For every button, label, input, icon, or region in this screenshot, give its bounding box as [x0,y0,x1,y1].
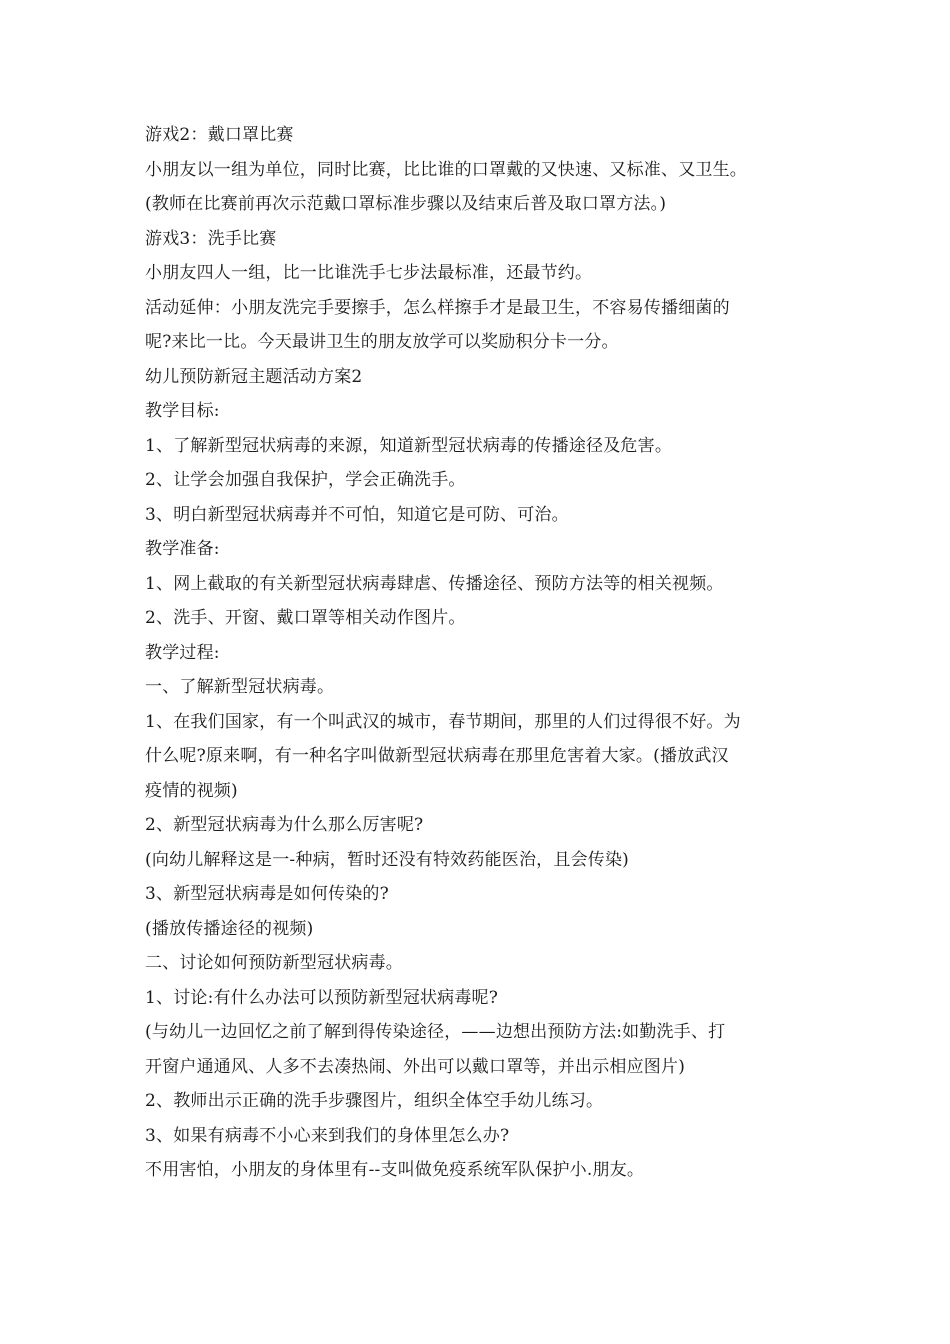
text-line: 小朋友以一组为单位，同时比赛，比比谁的口罩戴的又快速、又标准、又卫生。 [145,159,747,180]
text-line: 什么呢?原来啊，有一种名字叫做新型冠状病毒在那里危害着大家。(播放武汉 [145,746,729,766]
text-line: 小朋友四人一组，比一比谁洗手七步法最标准，还最节约。 [145,263,593,283]
text-line: 疫情的视频) [145,780,238,801]
section-title: 幼儿预防新冠主题活动方案2 [145,366,363,387]
text-line: 教学过程: [145,642,220,663]
text-line: 一、了解新型冠状病毒。 [145,677,335,697]
text-line: (教师在比赛前再次示范戴口罩标准步骤以及结束后普及取口罩方法。) [145,194,667,214]
text-line: 呢?来比一比。今天最讲卫生的朋友放学可以奖励积分卡一分。 [145,332,619,352]
text-line: 3、新型冠状病毒是如何传染的? [145,884,389,904]
text-line: 2、教师出示正确的洗手步骤图片，组织全体空手幼儿练习。 [145,1091,604,1111]
text-line: 游戏2：戴口罩比赛 [145,125,294,145]
text-line: (播放传播途径的视频) [145,918,314,939]
document-body [145,118,810,1188]
text-line: 2、洗手、开窗、戴口罩等相关动作图片。 [145,608,466,628]
text-line: 1、在我们国家，有一个叫武汉的城市，春节期间，那里的人们过得很不好。为 [145,711,741,732]
text-line: 开窗户通通风、人多不去凑热闹、外出可以戴口罩等，并出示相应图片) [145,1056,686,1077]
text-line: 2、新型冠状病毒为什么那么厉害呢? [145,815,424,835]
text-line: 1、讨论:有什么办法可以预防新型冠状病毒呢? [145,987,499,1008]
text-line: 3、明白新型冠状病毒并不可怕，知道它是可防、可治。 [145,504,569,525]
text-line: 1、了解新型冠状病毒的来源，知道新型冠状病毒的传播途径及危害。 [145,435,673,456]
text-line: (与幼儿一边回忆之前了解到得传染途径，——边想出预防方法:如勤洗手、打 [145,1022,726,1042]
text-line: 游戏3：洗手比赛 [145,228,277,249]
text-line: 1、网上截取的有关新型冠状病毒肆虐、传播途径、预防方法等的相关视频。 [145,573,724,594]
text-line: 2、让学会加强自我保护，学会正确洗手。 [145,470,466,490]
text-line: 活动延伸：小朋友洗完手要擦手，怎么样擦手才是最卫生，不容易传播细菌的 [145,297,730,318]
text-line: 3、如果有病毒不小心来到我们的身体里怎么办? [145,1125,510,1146]
text-line: (向幼儿解释这是一-种病，暂时还没有特效药能医治，且会传染) [145,849,630,870]
text-line: 教学准备: [145,539,220,559]
text-line: 二、讨论如何预防新型冠状病毒。 [145,953,403,973]
text-line: 不用害怕，小朋友的身体里有--支叫做免疫系统军队保护小.朋友。 [145,1160,645,1180]
text-line: 教学目标: [145,401,220,421]
